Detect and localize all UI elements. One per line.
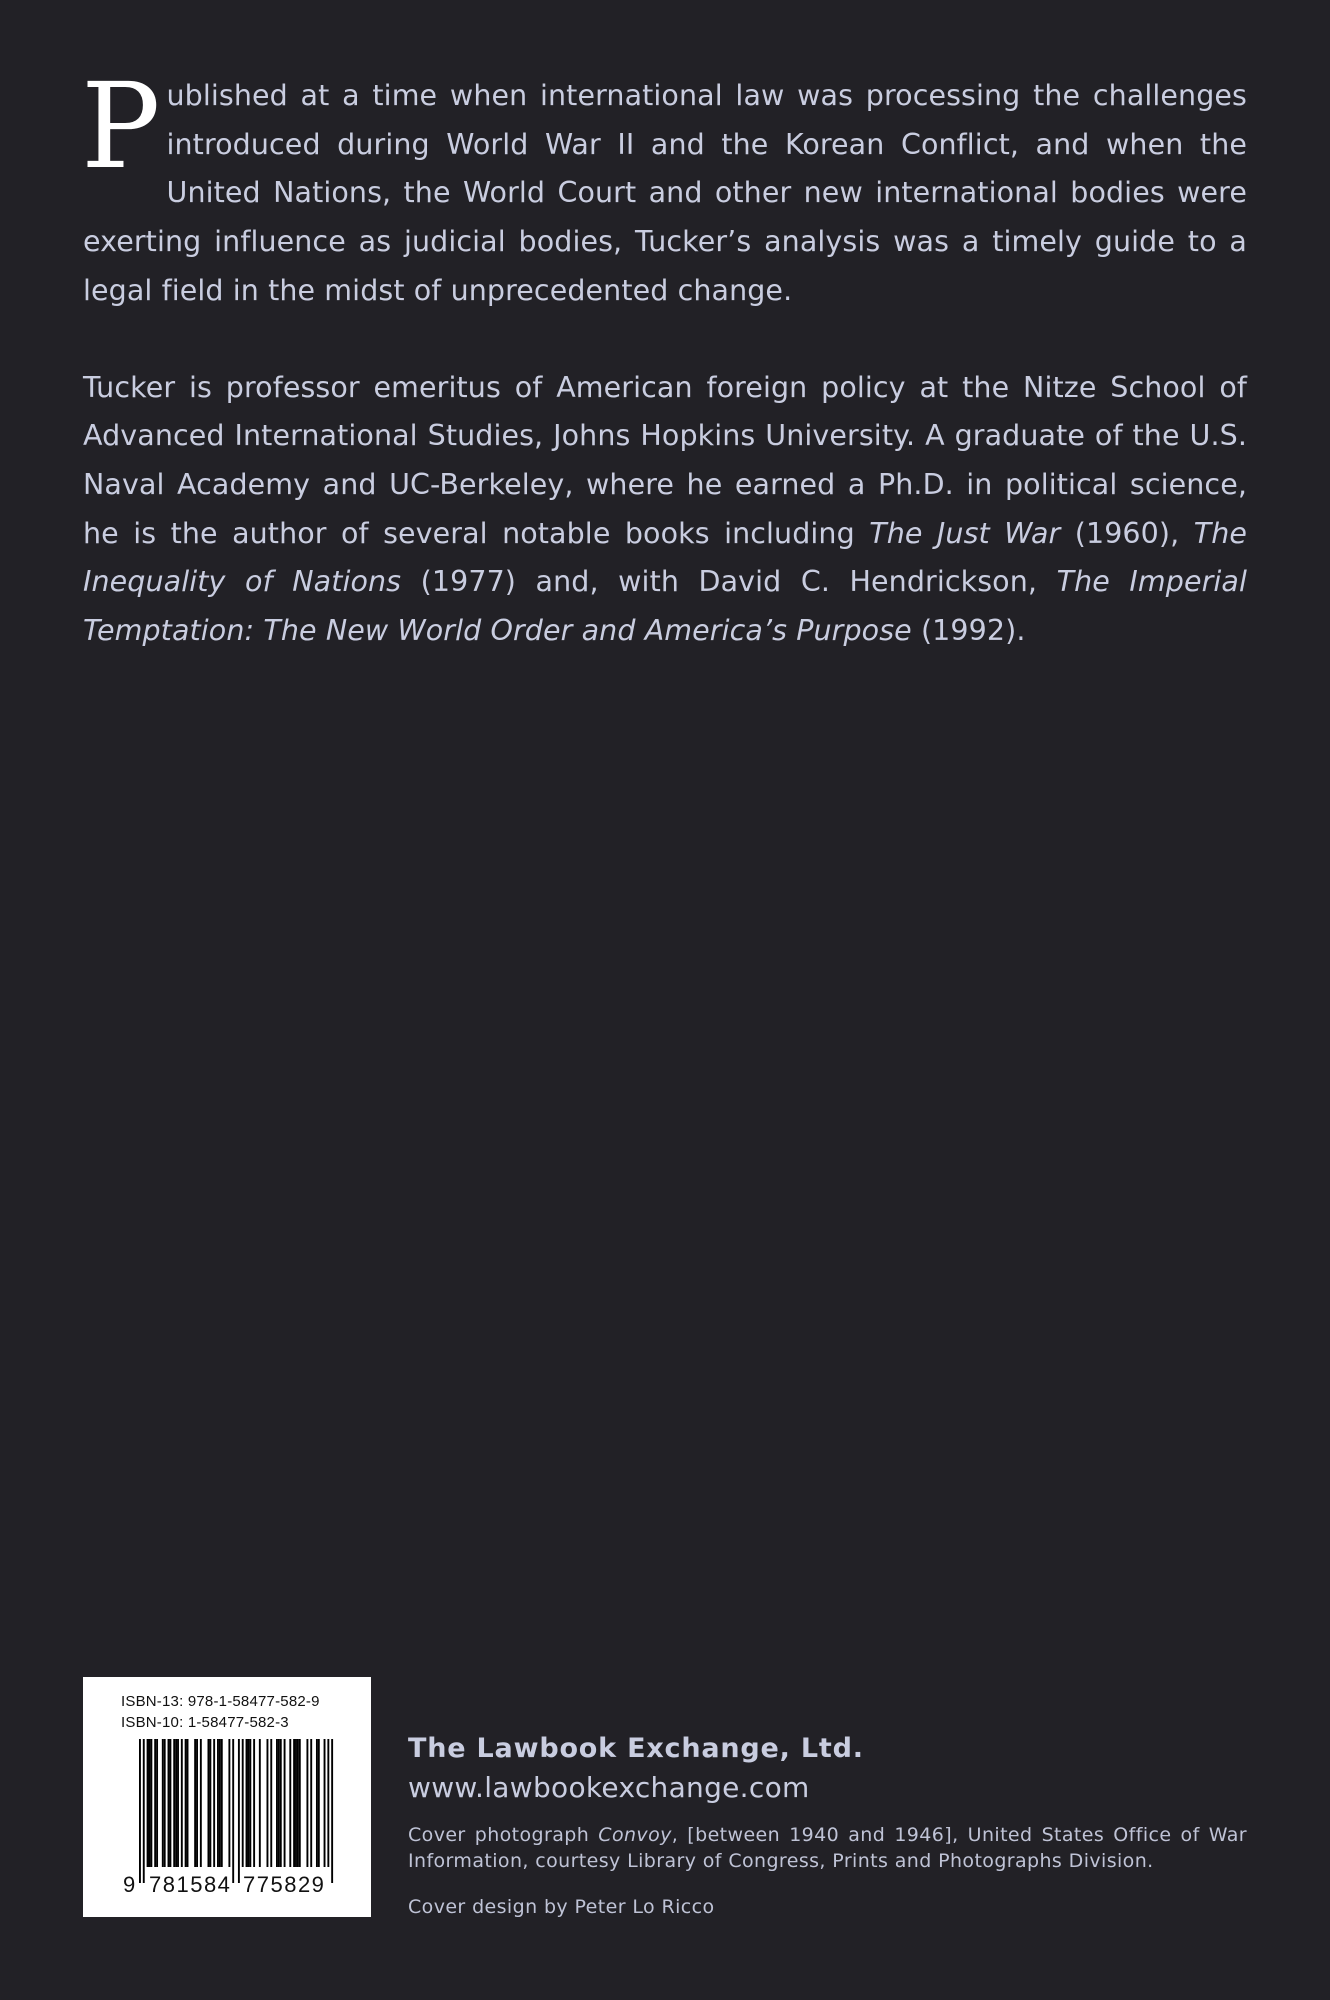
barcode-bar [316,1739,318,1867]
barcode-bar [154,1739,156,1867]
barcode-bar [139,1739,141,1883]
barcode-bar [267,1739,269,1867]
barcode-bar [143,1739,145,1883]
bio-text-d: (1992). [911,614,1026,648]
barcode-bar [219,1739,221,1867]
barcode-bar [295,1739,297,1867]
photo-credit-a: Cover photograph [408,1824,599,1846]
barcode-bar [289,1739,291,1867]
barcode-bar [310,1739,312,1867]
isbn-13: ISBN-13: 978-1-58477-582-9 [121,1693,320,1710]
photo-credit [408,1822,1247,1874]
barcode-bar [217,1739,219,1867]
barcode-bar [194,1739,196,1867]
barcode-bar [253,1739,255,1867]
book-title-imperial-temptation: The Imperial Temptation: The New World Order and America’s Purpose [83,565,1247,648]
barcode-bar [280,1739,282,1867]
barcode-bar [173,1739,175,1867]
barcode-digit-first: 9 [123,1872,136,1897]
barcode-bar [209,1739,211,1867]
barcode-bar [164,1739,166,1867]
barcode-bar [318,1739,320,1867]
isbn-10: ISBN-10: 1-58477-582-3 [121,1714,289,1731]
blurb-paragraph-1 [81,57,1247,316]
barcode-bar [327,1739,329,1867]
barcode-bar [324,1739,326,1867]
barcode-bars [139,1739,335,1883]
bio-text-b: (1960), [1060,516,1194,550]
barcode-bar [293,1739,295,1867]
publisher-url[interactable]: www.lawbookexchange.com [408,1771,810,1804]
barcode-bar [181,1739,183,1867]
barcode-digits-right: 775829 [243,1872,326,1897]
barcode-bar [259,1739,261,1867]
barcode-bar [147,1739,149,1867]
barcode-box [83,1677,371,1917]
photo-credit-b: , [between 1940 and 1946], United States Office of War Information, courtesy Library of Congress, Prints and Photographs Division. [408,1824,1248,1872]
barcode-bar [175,1739,177,1867]
design-credit: Cover design by Peter Lo Ricco [408,1896,715,1918]
barcode-bar [331,1739,333,1883]
bio-text-a: Tucker is professor emeritus of American foreign policy at the Nitze School of Advanced International Studies, Johns Hopkins University. A graduate of the U.S. Naval Academy and UC-Berkeley, where he earned a Ph.D. in political science, he is the author of several notable books including [83,370,1247,550]
barcode-bar [238,1739,240,1883]
drop-cap: P [81,57,161,195]
barcode-bar [185,1739,187,1867]
barcode-bar [276,1739,278,1867]
barcode-bar [232,1739,234,1883]
barcode-bar [149,1739,151,1867]
barcode-bar [249,1739,251,1867]
barcode-bar [169,1739,171,1867]
barcode-bar [247,1739,249,1867]
book-title-just-war: The Just War [869,516,1061,550]
photo-title: Convoy [598,1824,672,1846]
barcode-bar [156,1739,158,1867]
blurb-paragraph-1-text: ublished at a time when international law was processing the challenges introduced during World War II and the Korean Conflict, and when the United Nations, the World Court and other new international bodies were exerting influence as judicial bodies, Tucker’s analysis was a timely guide to a legal field in the midst of unprecedented change. [83,79,1247,307]
barcode-bar [270,1739,272,1867]
barcode-bar [246,1739,248,1867]
barcode-bar [228,1739,230,1867]
barcode-bar [242,1739,244,1867]
barcode-bar [213,1739,215,1867]
barcode-bar [297,1739,299,1867]
barcode-bar [284,1739,286,1867]
barcode-bar [168,1739,170,1867]
barcode-bar [278,1739,280,1867]
barcode-bar [162,1739,164,1867]
barcode-bar [299,1739,301,1867]
barcode-bar [150,1739,152,1867]
bio-text-c: (1977) and, with David C. Hendrickson, [401,565,1057,599]
barcode-bar [200,1739,202,1867]
blurb-paragraph-2 [83,364,1247,656]
barcode-bar [208,1739,210,1867]
barcode-bar [306,1739,308,1867]
barcode-bar [187,1739,189,1867]
barcode-bar [177,1739,179,1867]
barcode-digits-left: 781584 [149,1872,232,1897]
book-title-inequality: The Inequality of Nations [83,516,1247,599]
barcode-bar [221,1739,223,1867]
publisher-name: The Lawbook Exchange, Ltd. [408,1733,864,1764]
barcode-bar [196,1739,198,1867]
back-cover-blurb [81,57,1247,656]
